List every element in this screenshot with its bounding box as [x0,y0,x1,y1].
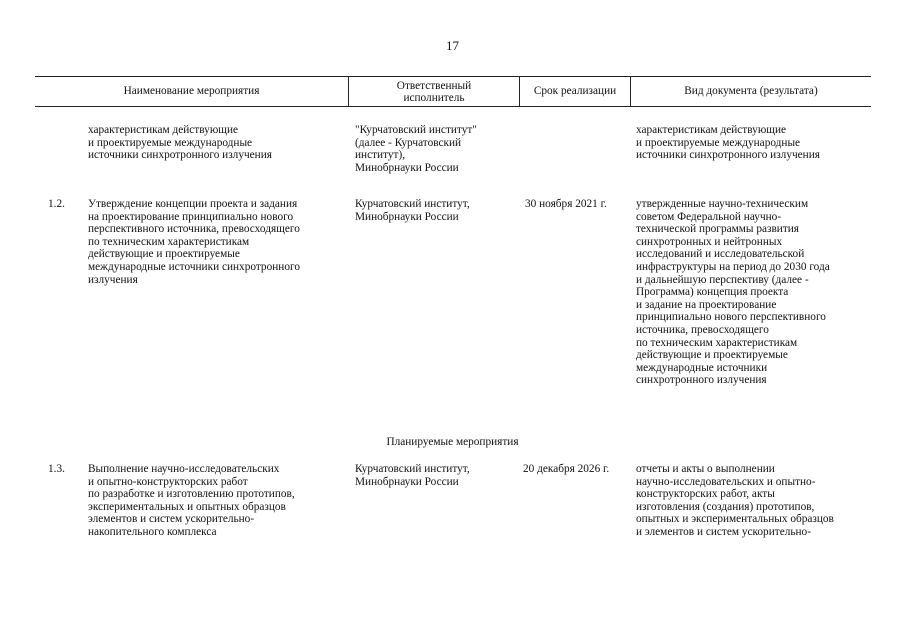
row0-name: характеристикам действующие и проектируемые международные источники синхротронного излучения [88,124,272,162]
page-number: 17 [446,38,459,53]
row1-executor: Курчатовский институт, Минобрнауки России [355,198,470,223]
row2-deadline: 20 декабря 2026 г. [523,463,610,475]
row1-name: Утверждение концепции проекта и задания на проектирование принципиально нового перспективного источника, превосходящего по техническим характеристикам действующие и проектируемые международные источники синхротронного излучения [88,198,300,286]
row2-number: 1.3. [48,463,65,475]
header-name: Наименование мероприятия [123,85,260,98]
header-doc-type: Вид документа (результата) [684,85,818,98]
row1-number: 1.2. [48,198,65,210]
row2-name: Выполнение научно-исследовательских и опытно-конструкторских работ по разработке и изготовлению прототипов, экспериментальных и опытных образцов элементов и систем ускорительно- накопительного комплекса [88,463,295,538]
row0-executor: "Курчатовский институт" (далее - Курчатовский институт), Минобрнауки России [355,124,477,174]
row1-doc: утвержденные научно-техническим советом Федеральной научно- технической программы развития синхротронных и нейтронных исследований и исследовательской инфраструктуры на период до 2030 года и дальнейшую перспективу (далее - Программа) концепция проекта и задание на проектирование принципиально нового перспективного источника, превосходящего по техническим характеристикам действующие и проектируемые международные источники синхротронного излучения [636,198,830,387]
header-executor: Ответственный исполнитель [396,79,472,104]
header-deadline: Срок реализации [533,85,617,98]
row2-doc: отчеты и акты о выполнении научно-исследовательских и опытно- конструкторских работ, акты изготовления (создания) прототипов, опытных и экспериментальных образцов и элементов и систем ускорительно- [636,463,834,538]
row1-deadline: 30 ноября 2021 г. [525,198,607,210]
row0-doc: характеристикам действующие и проектируемые международные источники синхротронного излучения [636,124,820,162]
row2-executor: Курчатовский институт, Минобрнауки России [355,463,470,488]
section-title: Планируемые мероприятия [386,436,519,448]
